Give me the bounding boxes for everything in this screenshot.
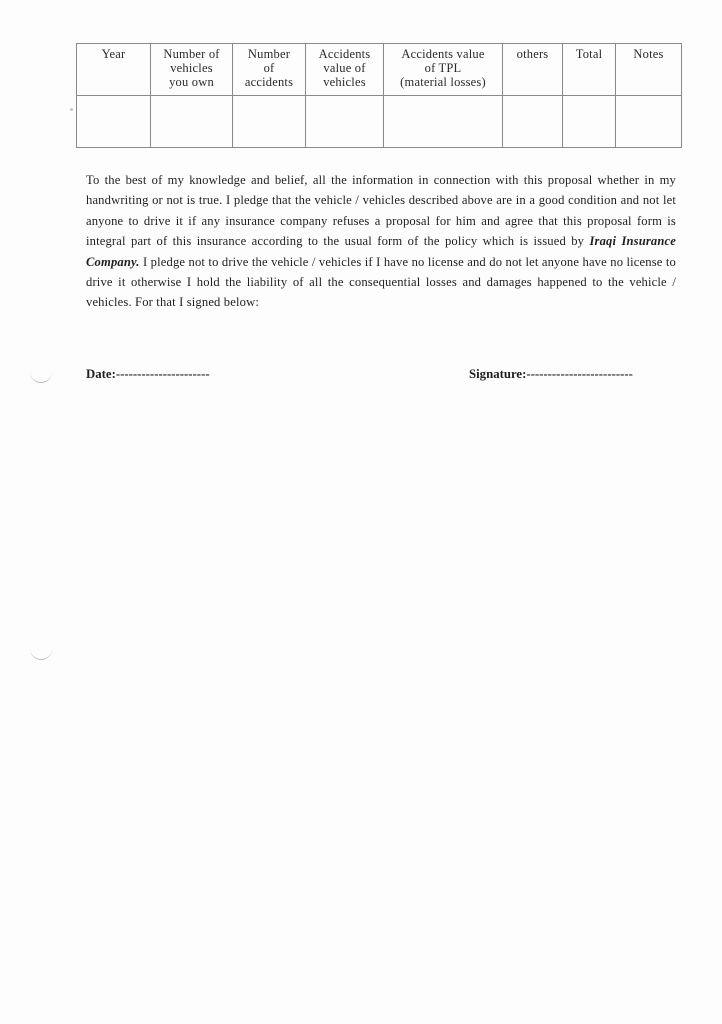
signature-field[interactable]: Signature:------------------------- [469,367,633,381]
header-total: Total [563,44,616,96]
header-year: Year [77,44,151,96]
declaration-text: To the best of my knowledge and belief, all the information in connection with this proposal whether in my handwriting or not is true. I pledge that the vehicle / vehicles described above are in a good condition and not let anyone to drive it if any insurance company refuses a proposal for him and agree that this proposal form is integral part of this insurance according to the usual form of the policy which is issued by [86,173,676,249]
header-number-of-accidents: Number of accidents [233,44,306,96]
date-field[interactable]: Date:---------------------- [86,367,210,381]
cell-others[interactable] [503,96,563,148]
declaration-text-continued: I pledge not to drive the vehicle / vehicles if I have no license and do not let anyone have no license to drive it otherwise I hold the liability of all the consequential losses and damages happened to the vehicle / vehicles. For that I signed below: [86,254,676,310]
header-accidents-value-vehicles: Accidents value of vehicles [306,44,384,96]
company-name: Iraqi Insurance Company. [86,234,676,269]
cell-notes[interactable] [616,96,682,148]
declaration-paragraph [86,170,676,313]
punch-hole-mark [30,368,52,383]
table-header-row [77,44,682,96]
header-vehicles-owned: Number of vehicles you own [151,44,233,96]
header-others: others [503,44,563,96]
cell-accidents-value-vehicles[interactable] [306,96,384,148]
header-notes: Notes [616,44,682,96]
scan-speck [70,108,73,111]
cell-accidents-value-tpl[interactable] [384,96,503,148]
cell-number-of-accidents[interactable] [233,96,306,148]
cell-year[interactable] [77,96,151,148]
table-row [77,96,682,148]
cell-vehicles-owned[interactable] [151,96,233,148]
cell-total[interactable] [563,96,616,148]
insurance-history-table [76,43,682,148]
header-accidents-value-tpl: Accidents value of TPL (material losses) [384,44,503,96]
punch-hole-mark [30,645,52,660]
